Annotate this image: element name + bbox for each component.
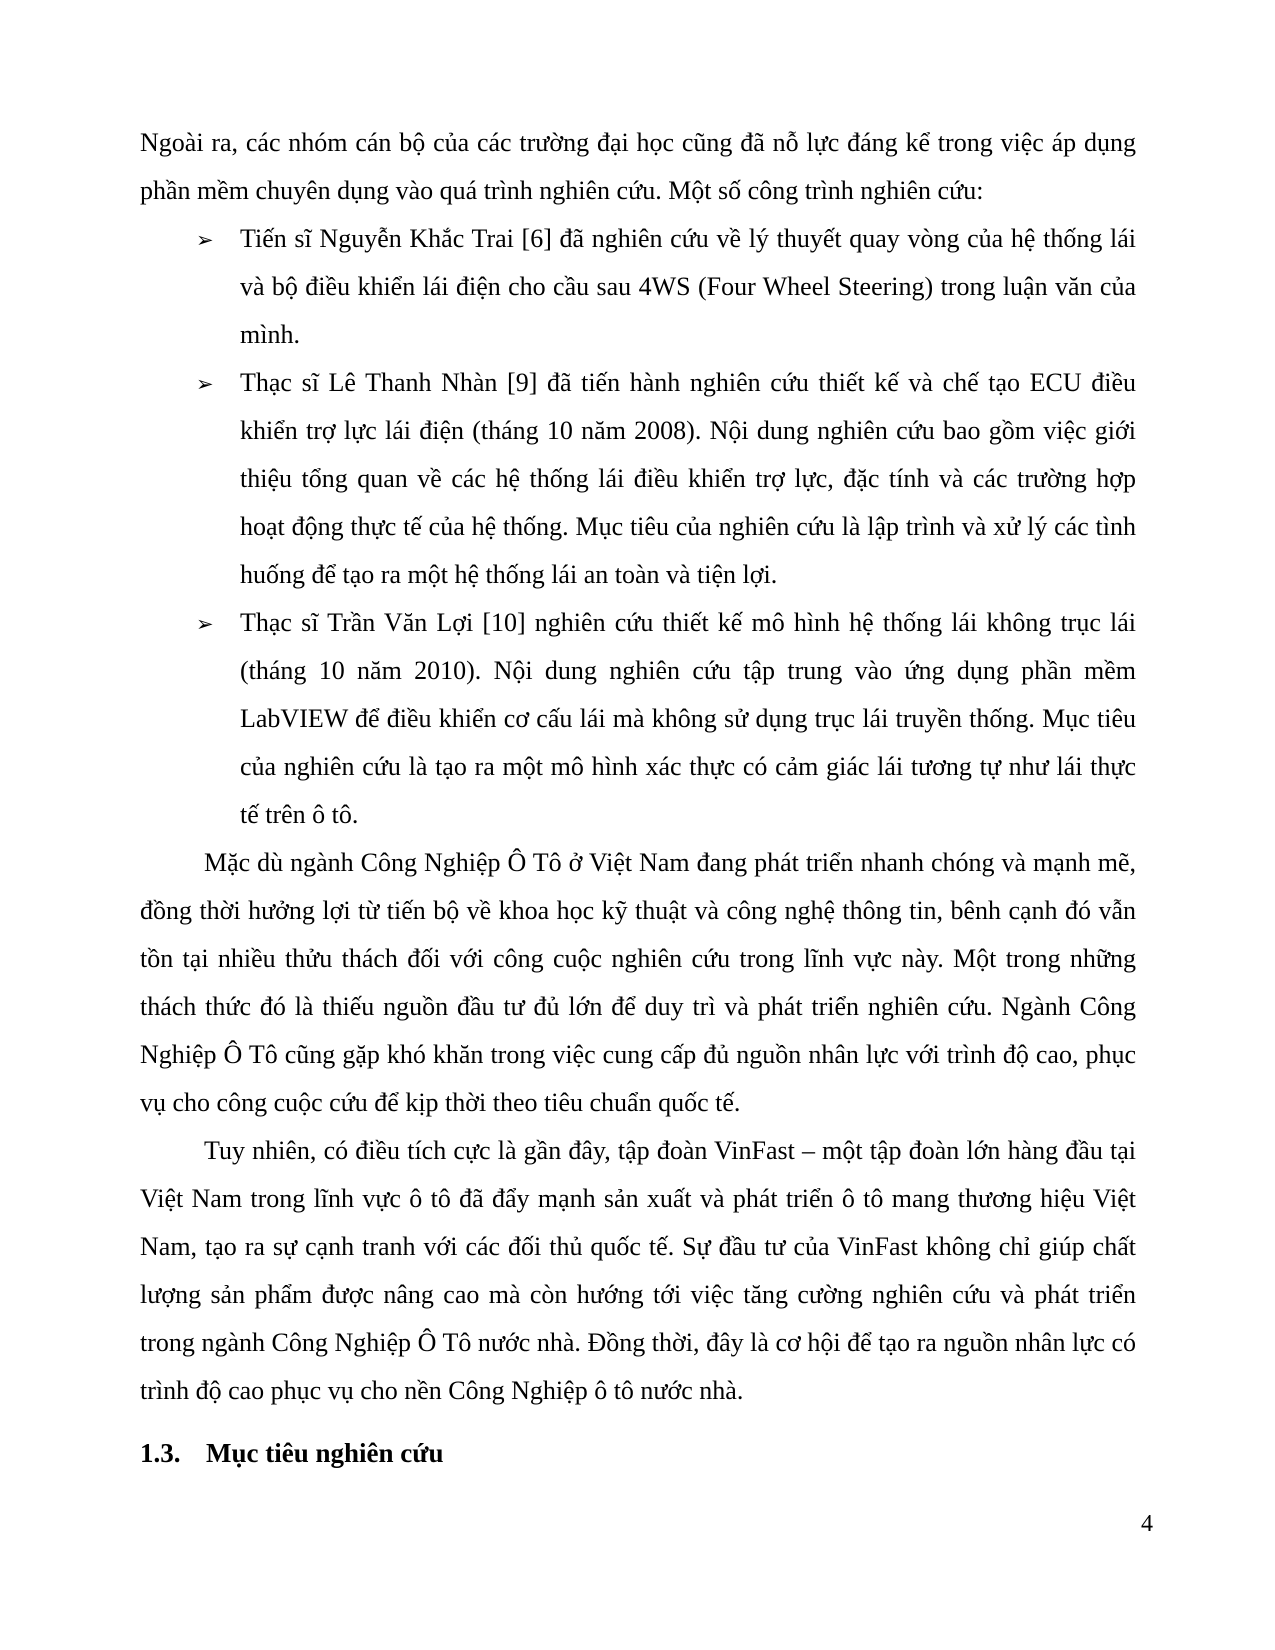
arrowhead-bullet-icon: ➢ xyxy=(196,612,214,636)
page-content xyxy=(140,119,1136,1477)
list-item xyxy=(140,599,1136,839)
list-item xyxy=(140,215,1136,359)
paragraph-industry-challenges: Mặc dù ngành Công Nghiệp Ô Tô ở Việt Nam đang phát triển nhanh chóng và mạnh mẽ, đồng thời hưởng lợi từ tiến bộ về khoa học kỹ thuật và công nghệ thông tin, bênh cạnh đó vẫn tồn tại nhiều thửu thách đối với công cuộc nghiên cứu trong lĩnh vực này. Một trong những thách thức đó là thiếu nguồn đầu tư đủ lớn để duy trì và phát triển nghiên cứu. Ngành Công Nghiệp Ô Tô cũng gặp khó khăn trong việc cung cấp đủ nguồn nhân lực với trình độ cao, phục vụ cho công cuộc cứu để kịp thời theo tiêu chuẩn quốc tế. xyxy=(140,848,1136,1117)
arrowhead-bullet-icon: ➢ xyxy=(196,228,214,252)
section-title: Mục tiêu nghiên cứu xyxy=(206,1438,444,1468)
bullet-text-nguyen-khac-trai: Tiến sĩ Nguyễn Khắc Trai [6] đã nghiên cứu về lý thuyết quay vòng của hệ thống lái và bộ điều khiển lái điện cho cầu sau 4WS (Four Wheel Steering) trong luận văn của mình. xyxy=(240,224,1136,349)
bullet-text-le-thanh-nhan: Thạc sĩ Lê Thanh Nhàn [9] đã tiến hành nghiên cứu thiết kế và chế tạo ECU điều khiển trợ lực lái điện (tháng 10 năm 2008). Nội dung nghiên cứu bao gồm việc giới thiệu tổng quan về các hệ thống lái điều khiển trợ lực, đặc tính và các trường hợp hoạt động thực tế của hệ thống. Mục tiêu của nghiên cứu là lập trình và xử lý các tình huống để tạo ra một hệ thống lái an toàn và tiện lợi. xyxy=(240,368,1136,589)
intro-paragraph: Ngoài ra, các nhóm cán bộ của các trường đại học cũng đã nỗ lực đáng kể trong việc áp dụng phần mềm chuyên dụng vào quá trình nghiên cứu. Một số công trình nghiên cứu: xyxy=(140,128,1136,205)
paragraph-vinfast: Tuy nhiên, có điều tích cực là gần đây, tập đoàn VinFast – một tập đoàn lớn hàng đầu tại Việt Nam trong lĩnh vực ô tô đã đẩy mạnh sản xuất và phát triển ô tô mang thương hiệu Việt Nam, tạo ra sự cạnh tranh với các đối thủ quốc tế. Sự đầu tư của VinFast không chỉ giúp chất lượng sản phẩm được nâng cao mà còn hướng tới việc tăng cường nghiên cứu và phát triển trong ngành Công Nghiệp Ô Tô nước nhà. Đồng thời, đây là cơ hội để tạo ra nguồn nhân lực có trình độ cao phục vụ cho nền Công Nghiệp ô tô nước nhà. xyxy=(140,1136,1136,1405)
page-number: 4 xyxy=(1141,1511,1153,1537)
section-heading xyxy=(140,1429,1136,1477)
section-number: 1.3. xyxy=(140,1438,181,1468)
arrowhead-bullet-icon: ➢ xyxy=(196,372,214,396)
bullet-text-tran-van-loi: Thạc sĩ Trần Văn Lợi [10] nghiên cứu thiết kế mô hình hệ thống lái không trục lái (tháng 10 năm 2010). Nội dung nghiên cứu tập trung vào ứng dụng phần mềm LabVIEW để điều khiển cơ cấu lái mà không sử dụng trục lái truyền thống. Mục tiêu của nghiên cứu là tạo ra một mô hình xác thực có cảm giác lái tương tự như lái thực tế trên ô tô. xyxy=(240,608,1136,829)
list-item xyxy=(140,359,1136,599)
